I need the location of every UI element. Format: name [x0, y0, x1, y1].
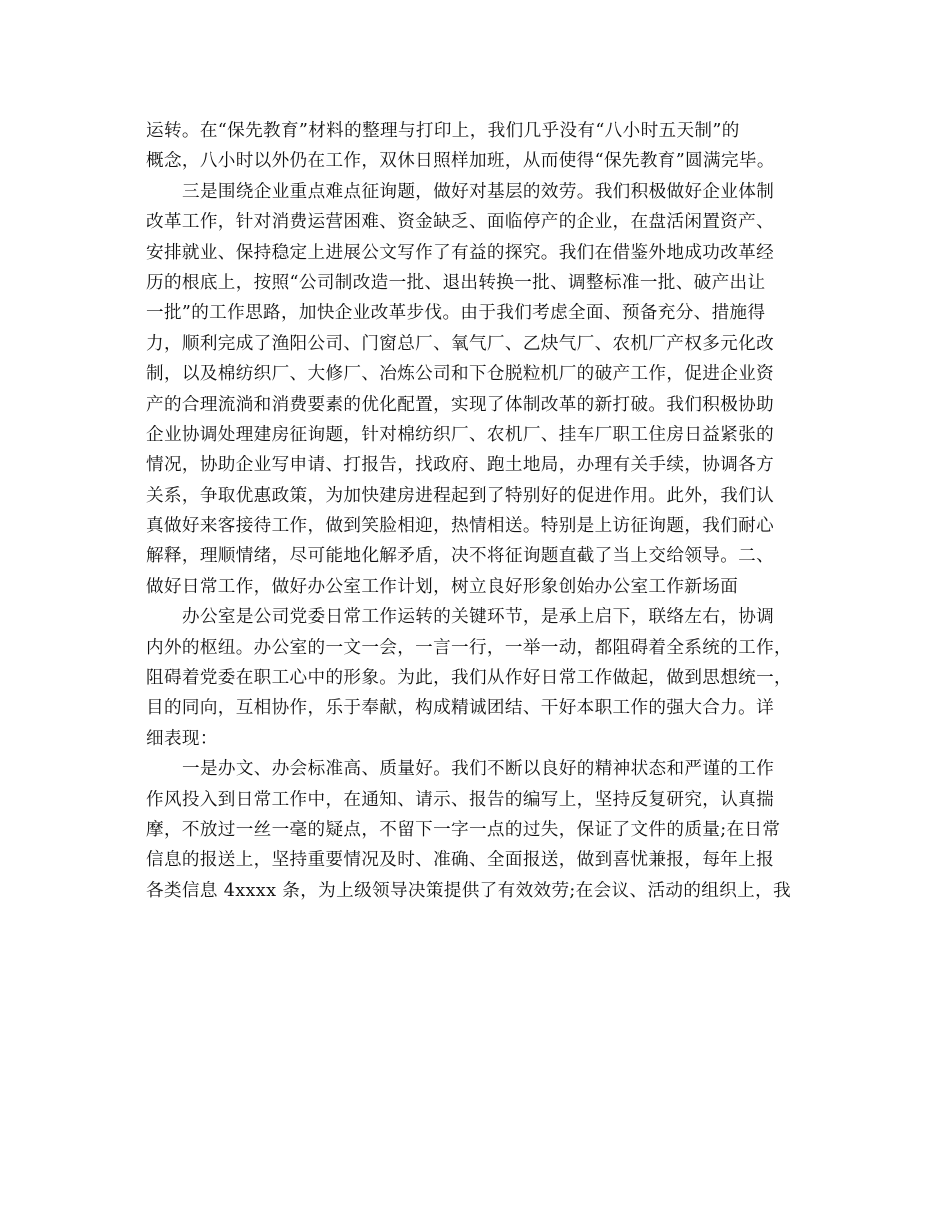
text-line: 企业协调处理建房征询题，针对棉纺织厂、农机厂、挂车厂职工住房日益紧张的 — [146, 424, 775, 445]
text-line: 作风投入到日常工作中，在通知、请示、报告的编写上，坚持反复研究，认真揣 — [146, 789, 775, 810]
text-line: 产的合理流淌和消费要素的优化配置，实现了体制改革的新打破。我们积极协助 — [146, 394, 775, 415]
text-line: 内外的枢纽。办公室的一文一会，一言一行，一举一动，都阻碍着全系统的工作， — [146, 637, 792, 658]
text-line: 情况，协助企业写申请、打报告，找政府、跑土地局，办理有关手续，协调各方 — [146, 455, 775, 476]
text-line: 运转。在“保先教育”材料的整理与打印上，我们几乎没有“八小时五天制”的 — [146, 121, 740, 141]
text-line: 各类信息 4xxxx 条，为上级领导决策提供了有效效劳;在会议、活动的组织上，我 — [146, 880, 791, 901]
text-line: 做好日常工作，做好办公室工作计划，树立良好形象创始办公室工作新场面 — [146, 576, 739, 597]
text-line: 历的根底上，按照“公司制改造一批、退出转换一批、调整标准一批、破产出让 — [146, 272, 766, 293]
text-line: 摩，不放过一丝一毫的疑点，不留下一字一点的过失，保证了文件的质量;在日常 — [146, 819, 781, 840]
text-line: 细表现： — [146, 728, 218, 749]
text-line: 改革工作，针对消费运营困难、资金缺乏、面临停产的企业，在盘活闲置资产、 — [146, 212, 775, 233]
text-line: 目的同向，互相协作，乐于奉献，构成精诚团结、干好本职工作的强大合力。详 — [146, 698, 775, 719]
text-line: 信息的报送上，坚持重要情况及时、准确、全面报送，做到喜忧兼报，每年上报 — [146, 850, 775, 871]
text-line: 阻碍着党委在职工心中的形象。为此，我们从作好日常工作做起，做到思想统一， — [146, 668, 792, 689]
paragraph-start-line: 办公室是公司党委日常工作运转的关键环节，是承上启下，联络左右，协调 — [182, 607, 775, 628]
paragraph-start-line: 三是围绕企业重点难点征询题，做好对基层的效劳。我们积极做好企业体制 — [182, 181, 775, 202]
document-body — [146, 116, 806, 906]
text-line: 一批”的工作思路，加快企业改革步伐。由于我们考虑全面、预备充分、措施得 — [146, 303, 766, 324]
text-line: 解释，理顺情绪，尽可能地化解矛盾，决不将征询题直截了当上交给领导。二、 — [146, 546, 775, 567]
paragraph-start-line: 一是办文、办会标准高、质量好。我们不断以良好的精神状态和严谨的工作 — [182, 759, 775, 780]
text-line: 安排就业、保持稳定上进展公文写作了有益的探究。我们在借鉴外地成功改革经 — [146, 242, 775, 263]
text-line: 制，以及棉纺织厂、大修厂、冶炼公司和下仓脱粒机厂的破产工作，促进企业资 — [146, 364, 775, 385]
text-line: 真做好来客接待工作，做到笑脸相迎，热情相送。特别是上访征询题，我们耐心 — [146, 516, 775, 537]
text-line: 概念，八小时以外仍在工作，双休日照样加班，从而使得“保先教育”圆满完毕。 — [146, 151, 775, 172]
text-line: 关系，争取优惠政策，为加快建房进程起到了特别好的促进作用。此外，我们认 — [146, 485, 775, 506]
text-line: 力，顺利完成了渔阳公司、门窗总厂、氧气厂、乙炔气厂、农机厂产权多元化改 — [146, 333, 775, 354]
